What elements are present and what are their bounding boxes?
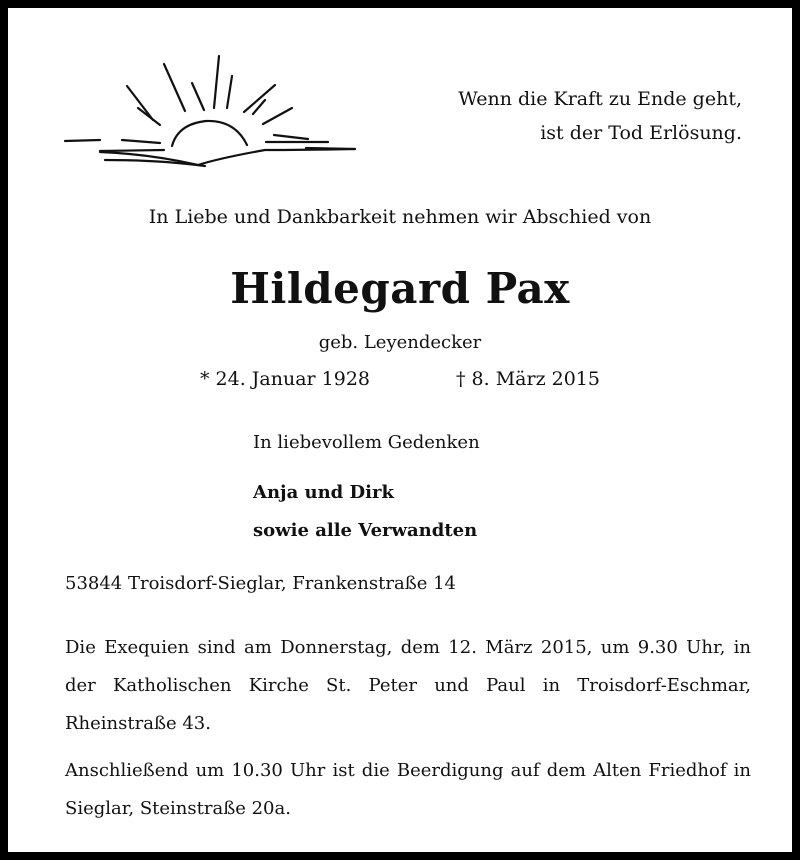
- sun-ray: [65, 140, 100, 141]
- sun-ray: [263, 108, 292, 124]
- sun-ray: [127, 86, 153, 120]
- sun-ray: [100, 150, 164, 151]
- sun-disc: [172, 121, 247, 146]
- motto: [458, 82, 742, 150]
- sun-ray: [214, 56, 219, 108]
- funeral-service-text: Die Exequien sind am Donnerstag, dem 12. März 2015, um 9.30 Uhr, in der Katholischen Kirche St. Peter und Paul in Troisdorf-Eschmar, Rheinstraße 43.: [65, 637, 751, 734]
- sun-ray: [122, 140, 160, 143]
- survivors: [253, 474, 477, 550]
- sun-ray: [138, 108, 160, 125]
- intro-text: In Liebe und Dankbarkeit nehmen wir Abschied von: [148, 206, 652, 228]
- sun-ray: [192, 83, 204, 110]
- rising-sun-icon: [60, 48, 365, 173]
- motto-line-2: ist der Tod Erlösung.: [540, 122, 742, 144]
- address: 53844 Troisdorf-Sieglar, Frankenstraße 14: [65, 573, 456, 594]
- birth-date: * 24. Januar 1928: [200, 368, 371, 390]
- death-date: † 8. März 2015: [456, 368, 600, 390]
- survivor-line: sowie alle Verwandten: [253, 520, 478, 541]
- memory-line: In liebevollem Gedenken: [253, 432, 480, 453]
- burial-text: Anschließend um 10.30 Uhr ist die Beerdigung auf dem Alten Friedhof in Sieglar, Steinstraße 20a.: [65, 760, 751, 819]
- motto-line-1: Wenn die Kraft zu Ende geht,: [458, 88, 742, 110]
- sun-ray: [274, 135, 308, 139]
- deceased-name: Hildegard Pax: [230, 264, 570, 313]
- sun-ray: [227, 76, 232, 108]
- maiden-name: geb. Leyendecker: [318, 332, 482, 353]
- survivor-line: Anja und Dirk: [253, 482, 394, 503]
- sun-ray: [164, 64, 185, 111]
